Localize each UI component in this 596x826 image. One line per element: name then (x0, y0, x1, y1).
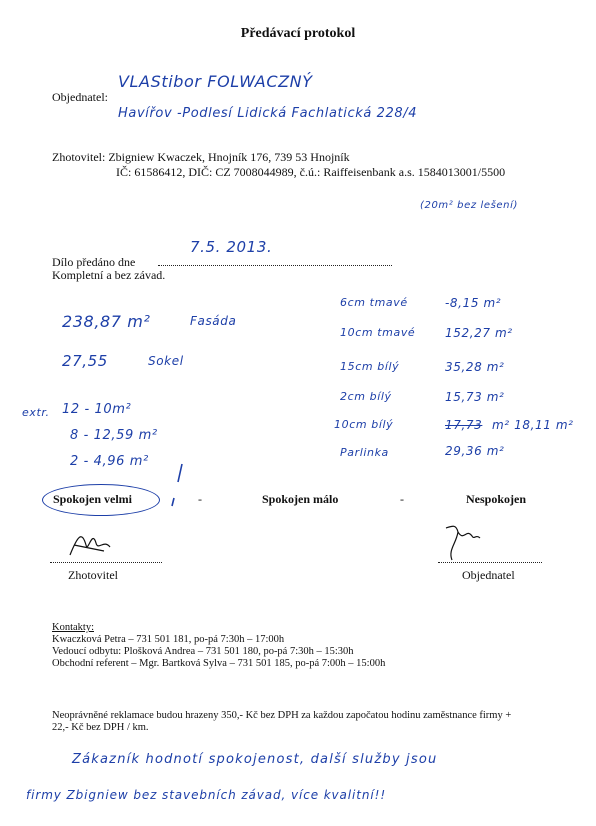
contacts-heading: Kontakty: (52, 622, 94, 633)
fasada-value: 238,87 m² (62, 312, 151, 331)
right-item-value: -8,15 m² (445, 296, 502, 310)
objednatel-label: Objednatel: (52, 90, 108, 104)
note-bez-leseni: (20m² bez lešení) (420, 200, 518, 211)
contact-line: Vedoucí odbytu: Plošková Andrea – 731 501 180, po-pá 7:30h – 15:30h (52, 646, 354, 657)
option-spokojen-malo: Spokojen málo (262, 492, 339, 506)
signature-label-objednatel: Objednatel (462, 568, 515, 582)
zhotovitel-line1: Zhotovitel: Zbigniew Kwaczek, Hnojník 176, 739 53 Hnojník (52, 150, 350, 164)
sokel-label: Sokel (148, 354, 184, 368)
extra-line: 2 - 4,96 m² (70, 454, 149, 469)
handwritten-note-line1: Zákazník hodnotí spokojenost, další služby jsou (72, 752, 438, 767)
signature-label-zhotovitel: Zhotovitel (68, 568, 118, 582)
right-item-label: Parlinka (340, 446, 389, 459)
fasada-label: Fasáda (190, 314, 237, 328)
objednatel-name: VLAStibor FOLWACZNÝ (118, 72, 313, 91)
extra-label: extr. (22, 406, 50, 419)
zhotovitel-line2: IČ: 61586412, DIČ: CZ 7008044989, č.ú.: Raiffeisenbank a.s. 1584013001/5500 (116, 165, 506, 179)
dilo-date: 7.5. 2013. (190, 238, 273, 256)
signature-line-right (438, 562, 542, 563)
option-separator: - (198, 492, 202, 506)
extra-line: 8 - 12,59 m² (70, 428, 158, 443)
contact-line: Obchodní referent – Mgr. Bartková Sylva – 731 501 185, po-pá 7:00h – 15:00h (52, 658, 386, 669)
extra-line: 12 - 10m² (62, 402, 132, 417)
objednatel-address: Havířov -Podlesí Lidická Fachlatická 228/4 (118, 106, 418, 121)
customer-signature (438, 518, 486, 566)
right-item-value: 15,73 m² (445, 390, 505, 404)
right-item-label: 10cm tmavé (340, 326, 416, 339)
handwritten-note-line2: firmy Zbigniew bez stavebních závad, více kvalitní!! (26, 788, 387, 802)
dilo-label: Dílo předáno dne (52, 255, 136, 269)
contact-line: Kwaczková Petra – 731 501 181, po-pá 7:30h – 17:00h (52, 634, 285, 645)
contractor-signature (64, 525, 114, 565)
right-item-label: 10cm bílý (334, 418, 394, 431)
date-dotted-line (158, 265, 392, 266)
sokel-value: 27,55 (62, 352, 108, 370)
right-item-label: 2cm bílý (340, 390, 392, 403)
signature-line-left (50, 562, 162, 563)
footer-note-line1: Neoprávněné reklamace budou hrazeny 350,- Kč bez DPH za každou započatou hodinu zaměstnance firmy + (52, 710, 512, 721)
right-item-value: m² 18,11 m² (492, 418, 574, 432)
footer-note-line2: 22,- Kč bez DPH / km. (52, 722, 149, 733)
page-title: Předávací protokol (240, 26, 356, 41)
right-item-struck-value: 17,73 (445, 418, 483, 432)
dilo-status: Kompletní a bez závad. (52, 268, 166, 282)
right-item-value: 35,28 m² (445, 360, 505, 374)
option-spokojen-velmi: Spokojen velmi (53, 492, 133, 506)
right-item-value: 29,36 m² (445, 444, 505, 458)
right-item-label: 15cm bílý (340, 360, 400, 373)
option-nespokojen: Nespokojen (466, 492, 527, 506)
check-mark-icon (168, 462, 188, 512)
right-item-label: 6cm tmavé (340, 296, 408, 309)
right-item-value: 152,27 m² (445, 326, 513, 340)
option-separator: - (400, 492, 404, 506)
